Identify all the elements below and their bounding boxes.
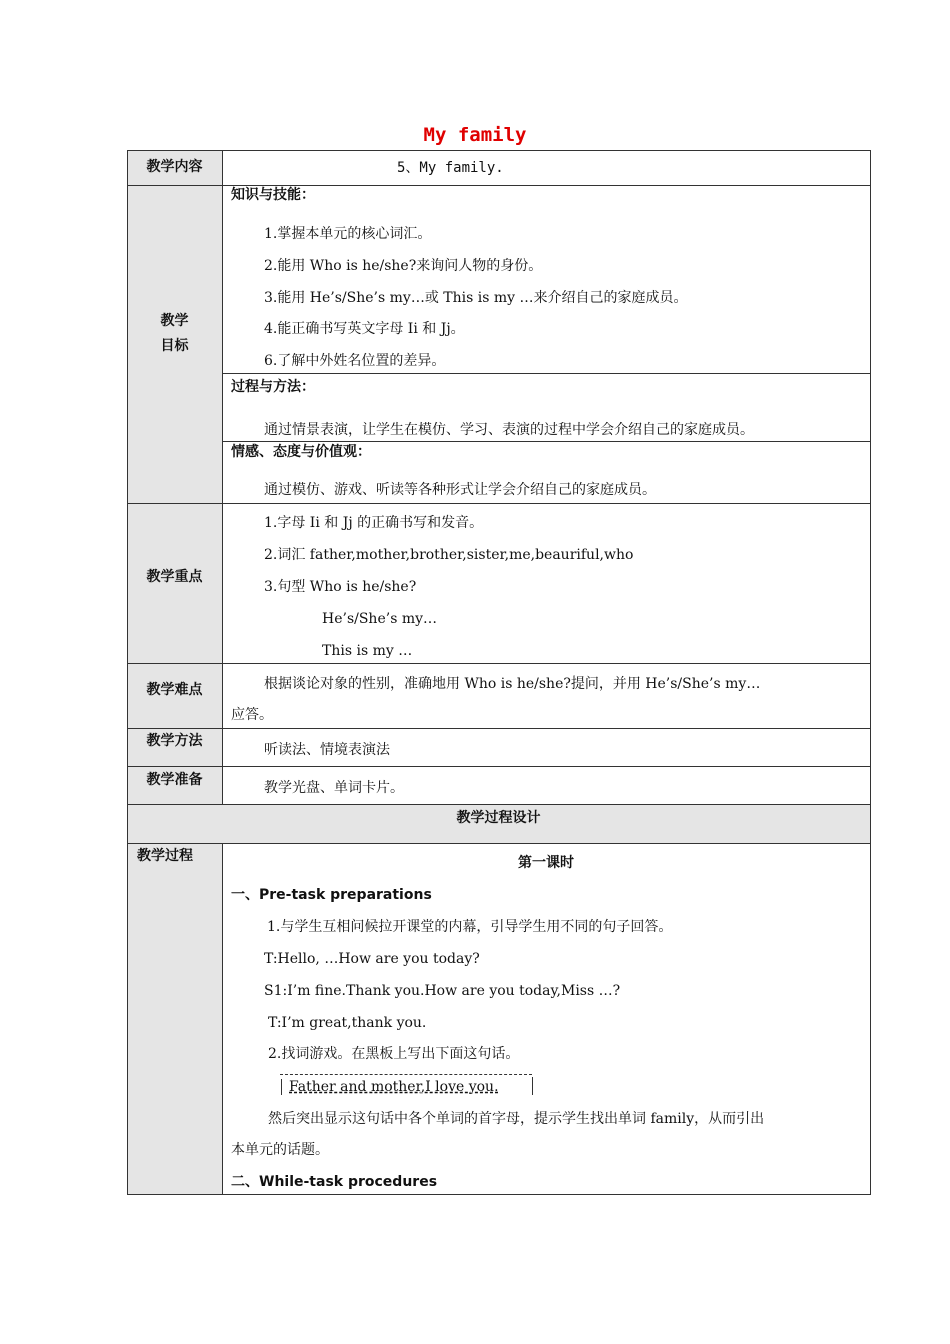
lesson-title: 第一课时 — [518, 855, 574, 871]
emotion-heading: 情感、态度与价值观： — [231, 444, 371, 460]
board-frame-top — [280, 1074, 532, 1075]
table-border — [127, 728, 871, 729]
knowledge-heading: 知识与技能： — [231, 187, 315, 203]
preparation-label: 教学准备 — [146, 772, 203, 788]
process-heading: 过程与方法： — [231, 379, 315, 395]
document-title: My family — [423, 124, 527, 146]
keypoint-item: 2.词汇 father,mother,brother,sister,me,beauriful,who — [264, 547, 634, 563]
procedure-line: S1:I’m fine.Thank you.How are you today,Miss …? — [264, 983, 621, 999]
table-border — [127, 150, 128, 1195]
procedure-line: 2.找词游戏。在黑板上写出下面这句话。 — [268, 1046, 520, 1062]
emotion-text: 通过模仿、游戏、听读等各种形式让学会介绍自己的家庭成员。 — [264, 482, 656, 498]
section-heading: 一、Pre-task preparations — [231, 887, 432, 903]
difficulties-text: 根据谈论对象的性别，准确地用 Who is he/she?提问，并用 He’s/She’s my… — [264, 676, 761, 692]
methods-label: 教学方法 — [146, 733, 203, 749]
objectives-label-line2: 目标 — [160, 338, 189, 354]
objectives-label-line1: 教学 — [160, 313, 189, 329]
keypoint-item: He’s/She’s my… — [322, 611, 438, 627]
table-border — [222, 373, 871, 374]
table-border — [127, 663, 871, 664]
table-border — [127, 150, 871, 151]
table-border — [127, 503, 871, 504]
procedure-line: T:Hello, …How are you today? — [264, 951, 480, 967]
keypoint-item: 1.字母 Ii 和 Jj 的正确书写和发音。 — [264, 515, 484, 531]
board-frame-right — [532, 1077, 533, 1095]
knowledge-item: 2.能用 Who is he/she?来询问人物的身份。 — [264, 258, 543, 274]
content-label: 教学内容 — [146, 159, 203, 175]
label-cell-procedure — [127, 843, 222, 1194]
knowledge-item: 1.掌握本单元的核心词汇。 — [264, 226, 432, 242]
table-border — [127, 804, 871, 805]
preparation-value: 教学光盘、单词卡片。 — [264, 780, 404, 796]
table-border — [127, 766, 871, 767]
knowledge-item: 6.了解中外姓名位置的差异。 — [264, 353, 446, 369]
table-border — [222, 150, 223, 804]
table-border — [870, 150, 871, 1195]
procedure-label: 教学过程 — [137, 848, 193, 864]
knowledge-item: 3.能用 He’s/She’s my…或 This is my …来介绍自己的家庭成员。 — [264, 290, 688, 306]
keypoints-label: 教学重点 — [146, 569, 203, 585]
keypoint-item: 3.句型 Who is he/she? — [264, 579, 417, 595]
procedure-paragraph: 本单元的话题。 — [231, 1142, 329, 1158]
design-header: 教学过程设计 — [456, 810, 541, 826]
section-heading: 二、While-task procedures — [231, 1174, 438, 1190]
table-border — [127, 1194, 871, 1195]
content-value: 5、My family. — [397, 160, 504, 176]
difficulties-text: 应答。 — [231, 707, 273, 723]
table-border — [222, 843, 223, 1194]
process-text: 通过情景表演，让学生在模仿、学习、表演的过程中学会介绍自己的家庭成员。 — [264, 422, 754, 438]
methods-value: 听读法、情境表演法 — [264, 742, 390, 758]
procedure-paragraph: 然后突出显示这句话中各个单词的首字母，提示学生找出单词 family，从而引出 — [268, 1111, 765, 1127]
table-border — [222, 441, 871, 442]
knowledge-item: 4.能正确书写英文字母 Ii 和 Jj。 — [264, 321, 465, 337]
keypoint-item: This is my … — [322, 643, 413, 659]
procedure-line: T:I’m great,thank you. — [268, 1015, 427, 1031]
procedure-line: 1.与学生互相问候拉开课堂的内幕，引导学生用不同的句子回答。 — [267, 919, 673, 935]
board-sentence: Father and mother,I love you. — [289, 1079, 499, 1095]
difficulties-label: 教学难点 — [146, 682, 203, 698]
table-border — [127, 843, 871, 844]
board-frame-left — [281, 1079, 282, 1095]
